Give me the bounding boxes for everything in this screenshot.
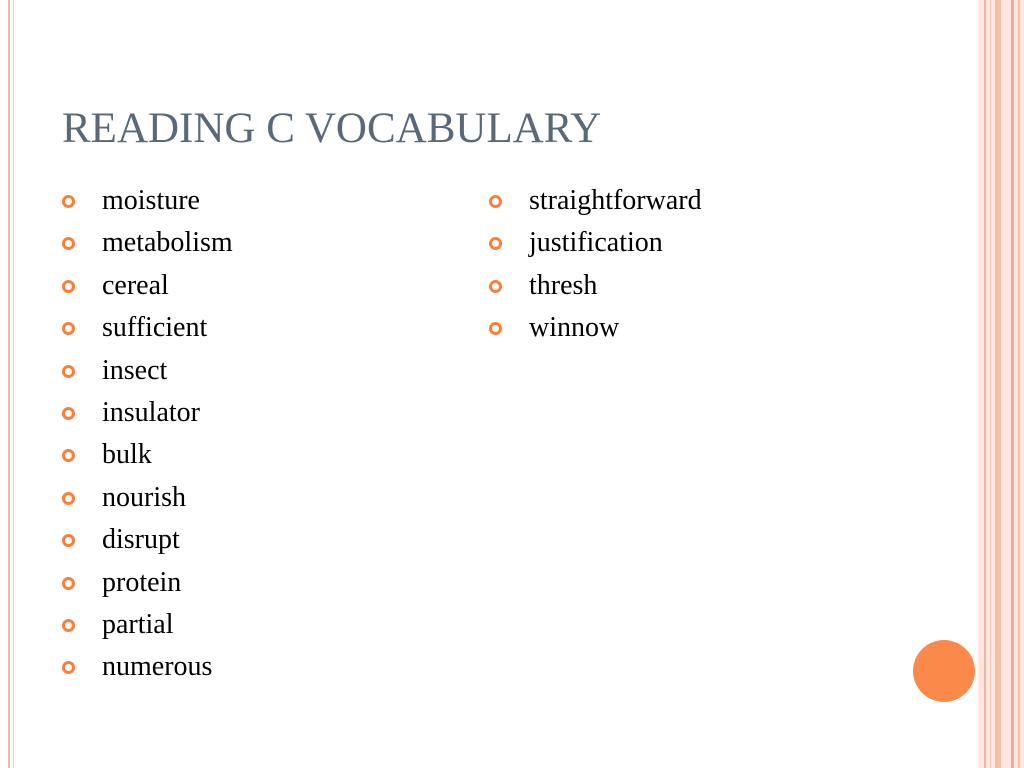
vocabulary-word: partial bbox=[102, 608, 174, 640]
vocabulary-word: moisture bbox=[102, 185, 200, 216]
circle-bullet-icon bbox=[62, 661, 75, 674]
decorative-circle bbox=[913, 640, 975, 702]
circle-bullet-icon bbox=[62, 449, 75, 462]
circle-bullet-icon bbox=[489, 237, 502, 250]
right-stripe bbox=[1018, 0, 1020, 768]
circle-bullet-icon bbox=[62, 577, 75, 590]
circle-bullet-icon bbox=[62, 280, 75, 293]
vocabulary-word: bulk bbox=[102, 439, 152, 471]
circle-bullet-icon bbox=[62, 492, 75, 505]
vocabulary-word: cereal bbox=[102, 269, 169, 301]
circle-bullet-icon bbox=[62, 195, 75, 208]
vocabulary-word: metabolism bbox=[102, 227, 233, 259]
right-border-stripes bbox=[978, 0, 1024, 768]
left-border-line-inner bbox=[13, 0, 14, 768]
vocabulary-word: sufficient bbox=[102, 312, 208, 344]
circle-bullet-icon bbox=[489, 195, 502, 208]
vocabulary-word: numerous bbox=[102, 651, 213, 683]
circle-bullet-icon bbox=[62, 322, 75, 335]
vocabulary-word: disrupt bbox=[102, 524, 180, 556]
circle-bullet-icon bbox=[489, 280, 502, 293]
right-stripe bbox=[984, 0, 986, 768]
circle-bullet-icon bbox=[62, 237, 75, 250]
vocabulary-word: insulator bbox=[102, 396, 200, 428]
vocabulary-word: straightforward bbox=[529, 185, 702, 216]
circle-bullet-icon bbox=[62, 534, 75, 547]
vocabulary-word: nourish bbox=[102, 481, 186, 513]
right-stripe bbox=[995, 0, 1001, 768]
slide-title: READING C VOCABULARY bbox=[62, 105, 602, 152]
left-border-line bbox=[8, 0, 10, 768]
vocabulary-word: winnow bbox=[529, 312, 620, 344]
circle-bullet-icon bbox=[489, 322, 502, 335]
vocabulary-word: protein bbox=[102, 566, 182, 598]
vocabulary-word: insect bbox=[102, 354, 168, 386]
right-stripe bbox=[990, 0, 991, 768]
vocabulary-word: thresh bbox=[529, 269, 598, 301]
circle-bullet-icon bbox=[62, 407, 75, 420]
circle-bullet-icon bbox=[62, 365, 75, 378]
vocabulary-word: justification bbox=[529, 227, 663, 259]
circle-bullet-icon bbox=[62, 619, 75, 632]
right-stripe bbox=[1011, 0, 1014, 768]
